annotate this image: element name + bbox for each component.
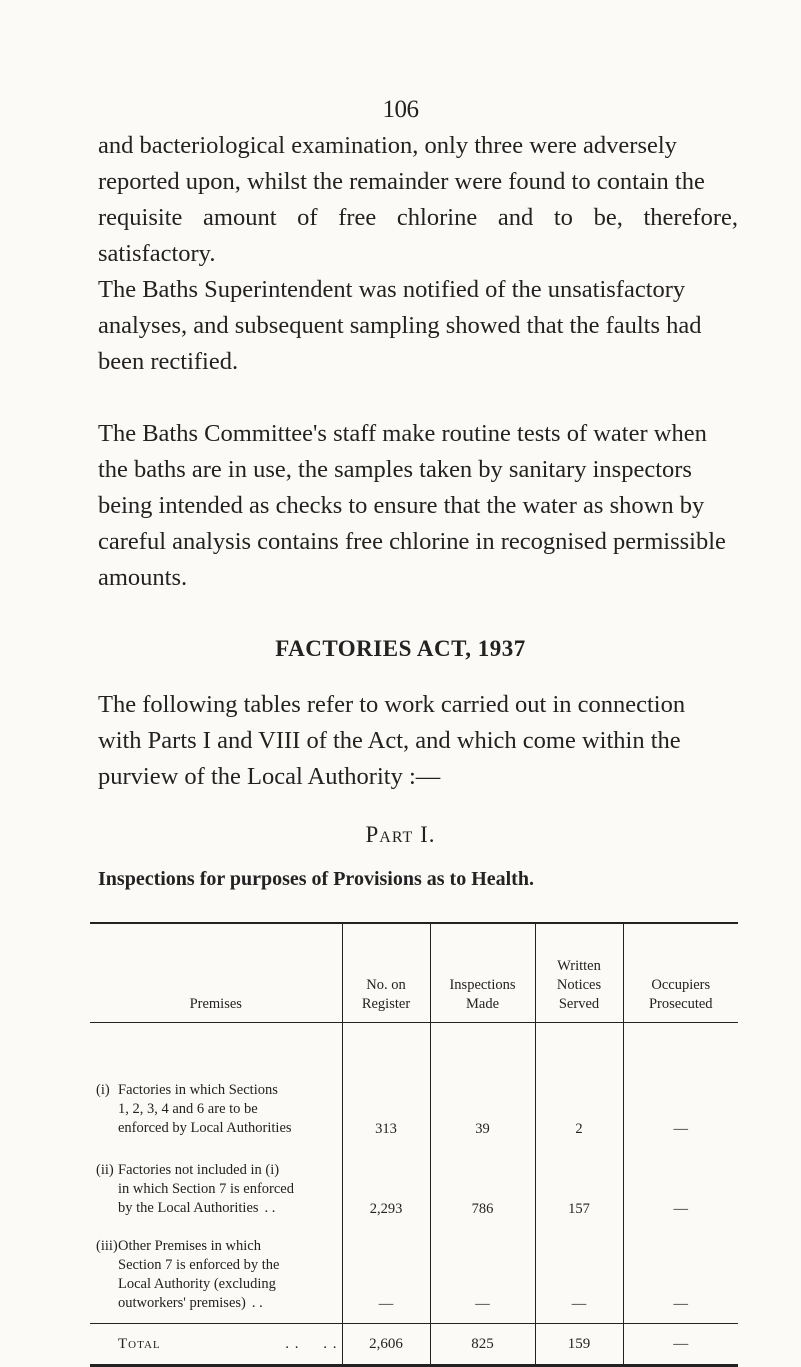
- inspections-table: [90, 922, 738, 1367]
- header-premises: Premises: [90, 923, 342, 1023]
- text-line: The Baths Committee's staff make routine tests of water when: [98, 420, 707, 447]
- total-notices: 159: [535, 1324, 623, 1366]
- paragraph-4: [98, 687, 738, 795]
- text-line: reported upon, whilst the remainder were found to contain the: [98, 168, 705, 195]
- row-label: (i) Factories in which Sections 1, 2, 3, 4 and 6 are to be enforced by Local Authorities: [96, 1082, 292, 1136]
- text-line: The following tables refer to work carried out in connection: [98, 691, 686, 718]
- cell-notices: 2: [535, 1023, 623, 1149]
- cell-register: 2,293: [342, 1148, 430, 1228]
- table-heading: Inspections for purposes of Provisions as to Health.: [98, 868, 534, 890]
- cell-prosecuted: —: [623, 1228, 738, 1324]
- text-line: purview of the Local Authority :—: [98, 763, 441, 790]
- cell-register: —: [342, 1228, 430, 1324]
- text-line: been rectified.: [98, 348, 239, 375]
- table-row: [90, 1023, 738, 1149]
- header-occupiers-prosecuted: Occupiers Prosecuted: [623, 923, 738, 1023]
- cell-notices: —: [535, 1228, 623, 1324]
- text-line: the baths are in use, the samples taken by sanitary inspectors: [98, 456, 692, 483]
- text-line: careful analysis contains free chlorine in recognised permissible: [98, 528, 726, 555]
- cell-prosecuted: —: [623, 1023, 738, 1149]
- total-row: [90, 1324, 738, 1366]
- text-line: being intended as checks to ensure that the water as shown by: [98, 492, 705, 519]
- table-row: [90, 1228, 738, 1324]
- text-line: The Baths Superintendent was notified of the unsatisfactory: [98, 276, 686, 303]
- cell-prosecuted: —: [623, 1148, 738, 1228]
- header-no-on-register: No. on Register: [342, 923, 430, 1023]
- total-inspections: 825: [430, 1324, 535, 1366]
- part-title: Part I.: [365, 822, 436, 847]
- cell-inspections: 39: [430, 1023, 535, 1149]
- section-heading: FACTORIES ACT, 1937: [275, 636, 526, 661]
- header-inspections-made: Inspections Made: [430, 923, 535, 1023]
- row-label: (ii) Factories not included in (i) in which Section 7 is enforced by the Local Authorities . .: [96, 1162, 294, 1216]
- page-number: 106: [382, 96, 419, 123]
- cell-register: 313: [342, 1023, 430, 1149]
- text-line: requisite amount of free chlorine and to be, therefore, satisfactory.: [98, 204, 738, 267]
- text-line: analyses, and subsequent sampling showed that the faults had: [98, 312, 702, 339]
- text-line: amounts.: [98, 564, 188, 591]
- table-row: [90, 1148, 738, 1228]
- paragraph-2: [98, 272, 738, 380]
- text-line: with Parts I and VIII of the Act, and which come within the: [98, 727, 681, 754]
- text-line: and bacteriological examination, only three were adversely: [98, 132, 677, 159]
- total-prosecuted: —: [623, 1324, 738, 1366]
- paragraph-3: [98, 416, 738, 596]
- row-label: (iii) Other Premises in which Section 7 is enforced by the Local Authority (excluding outworkers' premises) . .: [96, 1238, 280, 1311]
- paragraph-1: [98, 128, 738, 272]
- cell-notices: 157: [535, 1148, 623, 1228]
- cell-inspections: 786: [430, 1148, 535, 1228]
- total-register: 2,606: [342, 1324, 430, 1366]
- table-header-row: [90, 923, 738, 1023]
- total-label: Total . . . .: [90, 1324, 342, 1366]
- header-written-notices-served: Written Notices Served: [535, 923, 623, 1023]
- cell-inspections: —: [430, 1228, 535, 1324]
